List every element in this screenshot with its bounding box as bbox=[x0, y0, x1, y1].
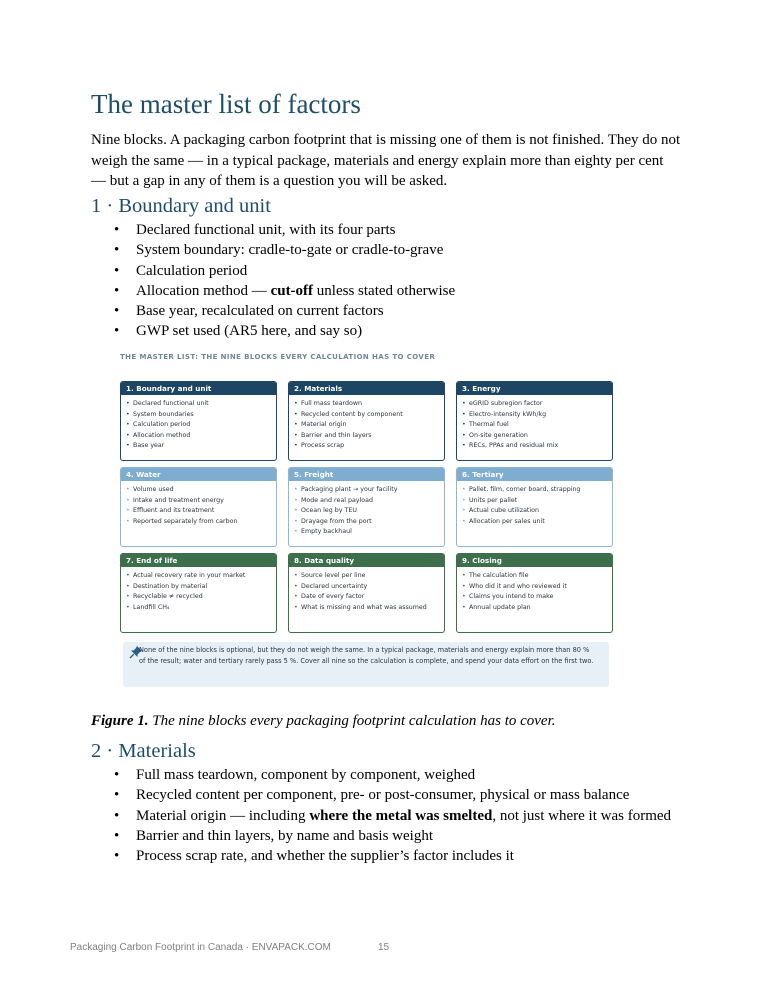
block-item bbox=[462, 496, 612, 507]
block-item bbox=[294, 431, 444, 442]
block-item bbox=[294, 603, 444, 614]
item-text: GWP set used (AR5 here, and say so) bbox=[136, 323, 363, 340]
item-text-continued: unless stated otherwise bbox=[313, 282, 456, 299]
list-item bbox=[91, 261, 691, 281]
block-item-text: The calculation file bbox=[469, 572, 529, 579]
block-item bbox=[126, 496, 276, 507]
block-items bbox=[457, 395, 612, 452]
block-item-text: RECs, PPAs and residual mix bbox=[469, 442, 559, 449]
factor-block bbox=[456, 381, 613, 461]
factor-block bbox=[456, 467, 613, 547]
item-text: Process scrap rate, and whether the supplier’s factor includes it bbox=[136, 848, 514, 865]
block-item bbox=[294, 506, 444, 517]
block-item bbox=[294, 527, 444, 538]
bullet-icon: • bbox=[114, 323, 120, 340]
bullet-icon: • bbox=[126, 410, 130, 418]
bullet-icon: • bbox=[126, 496, 130, 504]
figure-title: THE MASTER LIST: THE NINE BLOCKS EVERY CALCULATION HAS TO COVER bbox=[120, 353, 436, 361]
block-item-text: Intake and treatment energy bbox=[133, 496, 224, 504]
block-item-text: Claims you intend to make bbox=[469, 593, 554, 600]
block-item-text: Thermal fuel bbox=[469, 421, 509, 428]
item-text-continued: , not just where it was formed bbox=[492, 807, 672, 824]
block-heading: 4. Water bbox=[121, 468, 276, 481]
figure-note-text: None of the nine blocks is optional, but they do not weigh the same. In a typical package, materials and energy explain more than 80 % of the result; water and tertiary rarely pass 5 %. Cover all nine so the calculation is complete, and spend your data effort on the first two. bbox=[139, 646, 594, 665]
block-item-text: Electro-intensity kWh/kg bbox=[469, 410, 547, 418]
block-item-text: Base year bbox=[133, 442, 165, 449]
block-item-text: Reported separately from carbon bbox=[133, 517, 238, 525]
block-item bbox=[294, 571, 444, 582]
bullet-icon: • bbox=[114, 767, 120, 783]
bullet-icon: • bbox=[462, 421, 466, 428]
block-item bbox=[126, 399, 276, 410]
bullet-icon: • bbox=[126, 582, 130, 590]
block-item-text: System boundaries bbox=[133, 410, 194, 418]
block-heading: 3. Energy bbox=[457, 382, 612, 395]
block-item-text: Date of every factor bbox=[301, 593, 365, 600]
factor-block bbox=[120, 381, 277, 461]
bullet-icon: • bbox=[114, 262, 120, 279]
block-item bbox=[462, 506, 612, 517]
item-bold-text: cut-off bbox=[270, 282, 314, 299]
block-items bbox=[457, 481, 612, 527]
block-item-text: On-site generation bbox=[469, 431, 528, 439]
list-item bbox=[91, 785, 691, 805]
bullet-icon: • bbox=[462, 410, 466, 418]
factor-block bbox=[288, 381, 445, 461]
block-item-text: Allocation per sales unit bbox=[469, 517, 545, 525]
bullet-icon: • bbox=[126, 442, 130, 449]
block-items bbox=[121, 567, 276, 613]
factor-block bbox=[120, 553, 277, 633]
block-heading: 5. Freight bbox=[289, 468, 444, 481]
block-item-text: Drayage from the port bbox=[301, 517, 372, 525]
block-item bbox=[126, 506, 276, 517]
block-item bbox=[462, 431, 612, 442]
bullet-icon: • bbox=[462, 400, 466, 407]
block-item bbox=[126, 441, 276, 452]
block-item-text: Pallet, film, corner board, strapping bbox=[469, 486, 581, 493]
block-heading: 9. Closing bbox=[457, 554, 612, 567]
block-item-text: eGRID subregion factor bbox=[469, 400, 543, 407]
bullet-icon: • bbox=[294, 410, 298, 418]
block-item bbox=[294, 420, 444, 431]
block-item bbox=[126, 517, 276, 528]
block-item bbox=[462, 441, 612, 452]
block-item bbox=[462, 410, 612, 421]
block-item-text: Packaging plant → your facility bbox=[301, 486, 398, 493]
block-items bbox=[289, 481, 444, 538]
footer-text: Packaging Carbon Footprint in Canada · ENVAPACK.COM bbox=[70, 942, 331, 953]
bullet-icon: • bbox=[294, 517, 298, 525]
bullet-icon: • bbox=[462, 431, 466, 439]
block-items bbox=[289, 567, 444, 613]
figure-note bbox=[123, 642, 609, 687]
block-item bbox=[294, 517, 444, 528]
bullet-icon: • bbox=[462, 517, 466, 525]
item-text: Calculation period bbox=[136, 262, 248, 279]
nine-blocks-figure bbox=[120, 353, 612, 689]
factor-block bbox=[288, 467, 445, 547]
item-text: Full mass teardown, component by component, weighed bbox=[136, 767, 476, 783]
page-title: The master list of factors bbox=[91, 89, 361, 119]
bullet-icon: • bbox=[462, 496, 466, 504]
block-item bbox=[462, 582, 612, 593]
block-item bbox=[294, 582, 444, 593]
bullet-icon: • bbox=[126, 593, 130, 600]
bullet-icon: • bbox=[126, 603, 130, 611]
block-items bbox=[457, 567, 612, 613]
block-item-text: Mode and real payload bbox=[301, 496, 373, 504]
item-text: Material origin — including bbox=[136, 807, 310, 824]
block-items bbox=[289, 395, 444, 452]
block-item bbox=[462, 592, 612, 603]
bullet-icon: • bbox=[462, 572, 466, 579]
block-item bbox=[294, 441, 444, 452]
bullet-icon: • bbox=[294, 431, 298, 439]
block-item-text: Recyclable ≠ recycled bbox=[133, 593, 203, 600]
section-heading-materials: 2 · Materials bbox=[91, 740, 196, 762]
intro-paragraph: Nine blocks. A packaging carbon footprint that is missing one of them is not finished. They do not weigh the same — in a typical package, materials and energy explain more than eighty per cent — but a gap in any of them is a question you will be asked. bbox=[91, 132, 681, 189]
bullet-icon: • bbox=[114, 282, 120, 299]
bullet-icon: • bbox=[462, 486, 466, 493]
block-item bbox=[462, 399, 612, 410]
bullet-icon: • bbox=[294, 442, 298, 449]
bullet-icon: • bbox=[462, 442, 466, 449]
block-item bbox=[462, 517, 612, 528]
bullet-icon: • bbox=[126, 517, 130, 525]
block-item-text: Units per pallet bbox=[469, 496, 518, 504]
block-items bbox=[121, 395, 276, 452]
bullet-icon: • bbox=[462, 593, 466, 600]
block-item bbox=[126, 571, 276, 582]
bullet-icon: • bbox=[294, 421, 298, 428]
block-item bbox=[462, 420, 612, 431]
block-item-text: Effluent and its treatment bbox=[133, 507, 215, 514]
list-item bbox=[91, 240, 691, 260]
bullet-icon: • bbox=[114, 222, 120, 238]
block-item-text: Calculation period bbox=[133, 421, 191, 428]
list-item bbox=[91, 846, 691, 866]
caption-label: Figure 1. bbox=[91, 713, 149, 729]
block-item bbox=[126, 592, 276, 603]
block-item-text: Recycled content by component bbox=[301, 410, 403, 418]
section-heading-boundary: 1 · Boundary and unit bbox=[91, 195, 271, 217]
list-item bbox=[91, 806, 691, 826]
bullet-icon: • bbox=[126, 431, 130, 439]
figure-caption bbox=[91, 711, 556, 731]
block-item-text: Volume used bbox=[133, 486, 174, 493]
bullet-icon: • bbox=[114, 848, 120, 865]
block-item bbox=[294, 399, 444, 410]
bullet-icon: • bbox=[126, 421, 130, 428]
block-item-text: Declared uncertainty bbox=[301, 582, 368, 590]
block-item bbox=[126, 485, 276, 496]
block-item-text: Annual update plan bbox=[469, 603, 531, 611]
block-item-text: Source level per line bbox=[301, 572, 366, 579]
bullet-icon: • bbox=[294, 582, 298, 590]
bullet-icon: • bbox=[462, 603, 466, 611]
bullet-icon: • bbox=[114, 827, 120, 844]
block-heading: 6. Tertiary bbox=[457, 468, 612, 481]
block-item bbox=[294, 485, 444, 496]
bullet-icon: • bbox=[114, 787, 120, 804]
page-number: 15 bbox=[378, 942, 390, 953]
block-item bbox=[462, 571, 612, 582]
bullet-icon: • bbox=[294, 572, 298, 579]
block-item-text: Actual cube utilization bbox=[469, 507, 539, 514]
caption-text: The nine blocks every packaging footprint calculation has to cover. bbox=[148, 713, 556, 729]
bullet-icon: • bbox=[294, 528, 298, 535]
list-item bbox=[91, 321, 691, 341]
block-item-text: What is missing and what was assumed bbox=[301, 603, 427, 611]
list-item bbox=[91, 301, 691, 321]
block-item-text: Empty backhaul bbox=[301, 528, 352, 535]
item-text: Allocation method — bbox=[136, 282, 271, 299]
bullet-icon: • bbox=[114, 303, 120, 320]
block-item bbox=[462, 485, 612, 496]
block-item-text: Declared functional unit bbox=[133, 400, 209, 407]
bullet-icon: • bbox=[294, 486, 298, 493]
block-item bbox=[126, 420, 276, 431]
item-bold-text: where the metal was smelted bbox=[309, 807, 493, 824]
bullet-icon: • bbox=[126, 486, 130, 493]
list-item bbox=[91, 220, 691, 240]
block-item-text: Destination by material bbox=[133, 582, 208, 590]
item-text: Base year, recalculated on current factors bbox=[136, 303, 384, 320]
block-item bbox=[294, 496, 444, 507]
block-heading: 7. End of life bbox=[121, 554, 276, 567]
bullet-icon: • bbox=[294, 593, 298, 600]
block-item-text: Barrier and thin layers bbox=[301, 431, 372, 439]
block-item-text: Ocean leg by TEU bbox=[301, 507, 357, 514]
block-item-text: Actual recovery rate in your market bbox=[133, 572, 246, 579]
bullet-icon: • bbox=[114, 807, 120, 824]
item-text: Barrier and thin layers, by name and basis weight bbox=[136, 827, 433, 844]
block-item-text: Process scrap bbox=[301, 442, 345, 449]
block-item bbox=[294, 410, 444, 421]
block-item-text: Who did it and who reviewed it bbox=[469, 582, 567, 590]
block-items bbox=[121, 481, 276, 527]
list-item bbox=[91, 826, 691, 846]
item-text: System boundary: cradle-to-gate or cradle-to-grave bbox=[136, 242, 444, 259]
bullet-icon: • bbox=[294, 496, 298, 504]
block-heading: 1. Boundary and unit bbox=[121, 382, 276, 395]
bullet-icon: • bbox=[114, 242, 120, 259]
block-heading: 8. Data quality bbox=[289, 554, 444, 567]
block-item bbox=[126, 410, 276, 421]
item-text: Recycled content per component, pre- or post-consumer, physical or mass balance bbox=[136, 787, 630, 804]
block-item bbox=[126, 431, 276, 442]
bullet-icon: • bbox=[462, 582, 466, 590]
item-text: Declared functional unit, with its four parts bbox=[136, 222, 396, 238]
block-item bbox=[462, 603, 612, 614]
factor-block bbox=[456, 553, 613, 633]
bullet-icon: • bbox=[126, 572, 130, 579]
bullet-icon: • bbox=[462, 507, 466, 514]
block-heading: 2. Materials bbox=[289, 382, 444, 395]
block-item bbox=[294, 592, 444, 603]
block-item bbox=[126, 603, 276, 614]
list-item bbox=[91, 281, 691, 301]
factor-block bbox=[288, 553, 445, 633]
boundary-list bbox=[91, 220, 691, 342]
bullet-icon: • bbox=[126, 507, 130, 514]
factor-block bbox=[120, 467, 277, 547]
block-item-text: Full mass teardown bbox=[301, 400, 362, 407]
bullet-icon: • bbox=[294, 507, 298, 514]
block-item bbox=[126, 582, 276, 593]
block-item-text: Material origin bbox=[301, 421, 347, 428]
block-item-text: Allocation method bbox=[133, 431, 191, 439]
list-item bbox=[91, 765, 691, 785]
bullet-icon: • bbox=[126, 400, 130, 407]
bullet-icon: • bbox=[294, 603, 298, 611]
bullet-icon: • bbox=[294, 400, 298, 407]
materials-list bbox=[91, 765, 691, 866]
block-item-text: Landfill CH₄ bbox=[133, 603, 170, 611]
